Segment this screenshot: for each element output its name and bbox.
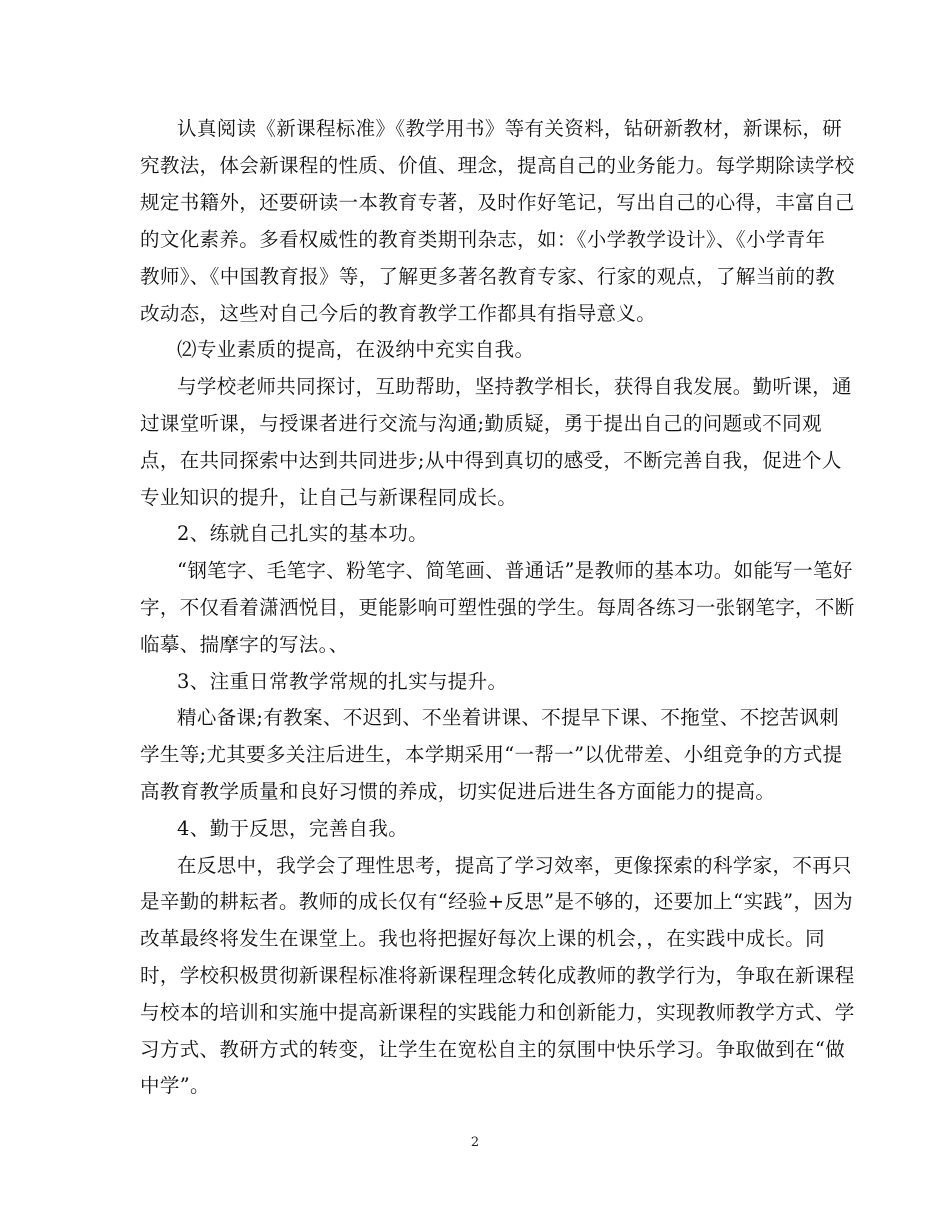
text-line: 时，学校积极贯彻新课程标准将新课程理念转化成教师的教学行为，争取在新课程 bbox=[140, 964, 855, 987]
text-line: 与学校老师共同探讨，互助帮助，坚持教学相长，获得自我发展。勤听课，通 bbox=[177, 375, 852, 398]
text-line: 精心备课;有教案、不迟到、不坐着讲课、不提早下课、不拖堂、不挖苦讽刺 bbox=[177, 706, 839, 729]
page-number: 2 bbox=[470, 1135, 480, 1150]
text-line: 临摹、揣摩字的写法。、 bbox=[140, 633, 349, 656]
text-line: 的文化素养。多看权威性的教育类期刊杂志，如：《小学教学设计》、《小学青年 bbox=[140, 228, 826, 251]
text-line: “钢笔字、毛笔字、粉笔字、简笔画、普通话”是教师的基本功。如能写一笔好 bbox=[177, 559, 853, 582]
text-line: 2、练就自己扎实的基本功。 bbox=[177, 522, 428, 545]
text-line: 规定书籍外，还要研读一本教育专著，及时作好笔记，写出自己的心得，丰富自己 bbox=[140, 191, 855, 214]
text-line: 习方式、教研方式的转变，让学生在宽松自主的氛围中快乐学习。争取做到在“做 bbox=[140, 1038, 846, 1061]
text-line: 中学”。 bbox=[140, 1074, 210, 1097]
text-line: 过课堂听课，与授课者进行交流与沟通;勤质疑，勇于提出自己的问题或不同观 bbox=[140, 412, 822, 435]
text-line: 点，在共同探索中达到共同进步;从中得到真切的感受，不断完善自我，促进个人 bbox=[140, 449, 842, 472]
text-line: 与校本的培训和实施中提高新课程的实践能力和创新能力，实现教师教学方式、学 bbox=[140, 1001, 855, 1024]
text-line: 3、注重日常教学常规的扎实与提升。 bbox=[177, 670, 508, 693]
text-line: 认真阅读《新课程标准》《教学用书》等有关资料，钻研新教材，新课标，研 bbox=[177, 117, 843, 140]
text-line: 高教育教学质量和良好习惯的养成，切实促进后进生各方面能力的提高。 bbox=[140, 780, 776, 803]
text-line: 在反思中，我学会了理性思考，提高了学习效率，更像探索的科学家，不再只 bbox=[177, 854, 852, 877]
text-line: ⑵专业素质的提高，在汲纳中充实自我。 bbox=[177, 338, 535, 361]
text-line: 学生等;尤其要多关注后进生，本学期采用“一帮一”以优带差、小组竞争的方式提 bbox=[140, 743, 843, 766]
text-line: 改动态，这些对自己今后的教育教学工作都具有指导意义。 bbox=[140, 302, 657, 325]
text-line: 改革最终将发生在课堂上。我也将把握好每次上课的机会，，在实践中成长。同 bbox=[140, 927, 826, 950]
text-line: 专业知识的提升，让自己与新课程同成长。 bbox=[140, 486, 518, 509]
text-line: 是辛勤的耕耘者。教师的成长仅有“经验+反思”是不够的，还要加上“实践”，因为 bbox=[140, 890, 854, 913]
text-line: 究教法，体会新课程的性质、价值、理念，提高自己的业务能力。每学期除读学校 bbox=[140, 154, 855, 177]
text-line: 字，不仅看着潇洒悦目，更能影响可塑性强的学生。每周各练习一张钢笔字，不断 bbox=[140, 596, 855, 619]
text-line: 教师》、《中国教育报》等，了解更多著名教育专家、行家的观点，了解当前的教 bbox=[140, 265, 836, 288]
text-line: 4、勤于反思，完善自我。 bbox=[177, 817, 409, 840]
